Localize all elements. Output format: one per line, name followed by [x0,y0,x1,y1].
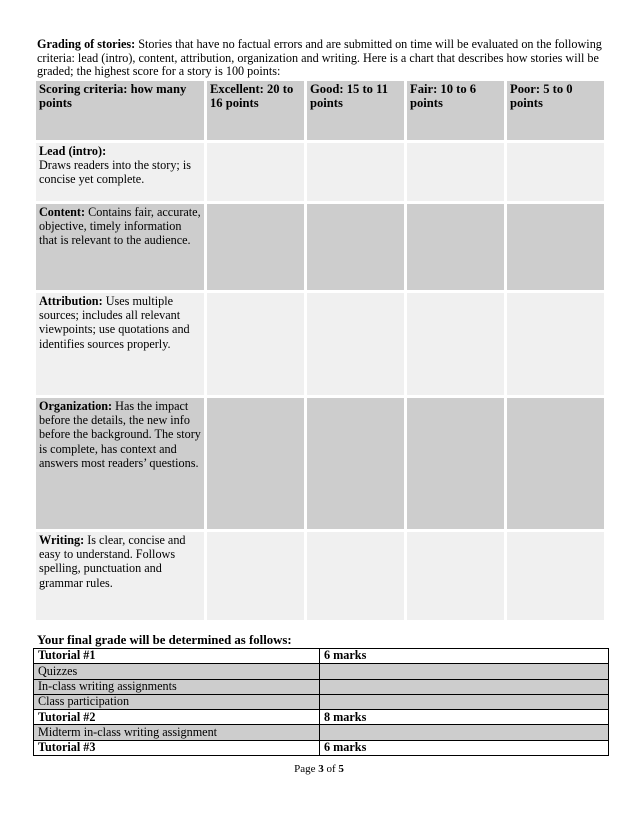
rubric-header-criteria: Scoring criteria: how many points [36,81,204,140]
rubric-cell [407,398,504,529]
rubric-row-lead [36,143,604,201]
page-total: 5 [338,763,344,775]
criterion-desc: Is clear, concise and easy to understand. Follows spelling, punctuation and grammar rules. [39,533,186,590]
grade-item: Class participation [34,694,320,709]
rubric-header-excellent: Excellent: 20 to 16 points [207,81,304,140]
grade-item: Quizzes [34,664,320,679]
grade-item: In-class writing assignments [34,679,320,694]
criterion-desc: Draws readers into the story; is concise yet complete. [39,158,191,187]
rubric-header-fair: Fair: 10 to 6 points [407,81,504,140]
criterion-desc: Contains fair, accurate, objective, timely information that is relevant to the audience. [39,205,201,248]
rubric-cell [507,143,604,201]
criterion-label: Writing: [39,533,85,547]
rubric-criterion-attribution [36,293,204,395]
rubric-cell [307,398,404,529]
criterion-desc: Uses multiple sources; includes all relevant viewpoints; use quotations and identifies sources properly. [39,294,190,351]
grade-row-quizzes [34,664,609,679]
grade-row-tutorial-2 [34,710,609,725]
grade-row-midterm [34,725,609,740]
rubric-row-attribution [36,293,604,395]
grade-marks [320,664,609,679]
grade-row-tutorial-1 [34,649,609,664]
rubric-cell [307,532,404,620]
rubric-criterion-lead [36,143,204,201]
rubric-cell [307,204,404,290]
page-prefix: Page [294,763,319,775]
scoring-rubric-table [33,78,607,623]
rubric-row-writing [36,532,604,620]
grading-intro-text: Stories that have no factual errors and are submitted on time will be evaluated on the following criteria: lead (intro), content, attribution, organization and writing. Here is a chart that describes how stories will be graded; the highest score for a story is 100 points: [37,37,602,79]
grade-item: Tutorial #3 [34,740,320,755]
rubric-header-row [36,81,604,140]
final-grade-title: Your final grade will be determined as follows: [37,633,292,647]
page-number: 3 [318,763,324,775]
rubric-header-good: Good: 15 to 11 points [307,81,404,140]
grade-item: Tutorial #2 [34,710,320,725]
final-grade-table [33,648,609,756]
criterion-label: Content: [39,205,86,219]
grade-marks: 8 marks [320,710,609,725]
grade-marks: 6 marks [320,740,609,755]
grading-heading: Grading of stories: [37,37,136,51]
page-of: of [323,763,339,775]
grade-row-class-participation [34,694,609,709]
rubric-cell [307,143,404,201]
grade-item: Tutorial #1 [34,649,320,664]
rubric-cell [407,204,504,290]
rubric-criterion-content [36,204,204,290]
rubric-criterion-writing [36,532,204,620]
rubric-cell [407,293,504,395]
rubric-row-organization [36,398,604,529]
grade-marks [320,694,609,709]
rubric-row-content [36,204,604,290]
rubric-criterion-organization [36,398,204,529]
rubric-cell [407,532,504,620]
rubric-cell [507,293,604,395]
rubric-cell [207,398,304,529]
grading-intro [37,38,607,79]
page-footer [0,763,638,776]
grade-item: Midterm in-class writing assignment [34,725,320,740]
rubric-cell [507,398,604,529]
criterion-desc: Has the impact before the details, the new info before the background. The story is complete, has context and answers most readers’ questions. [39,399,201,470]
grade-row-tutorial-3 [34,740,609,755]
grade-marks: 6 marks [320,649,609,664]
rubric-header-poor: Poor: 5 to 0 points [507,81,604,140]
rubric-cell [207,293,304,395]
grade-marks [320,679,609,694]
rubric-cell [507,204,604,290]
rubric-cell [207,532,304,620]
rubric-cell [307,293,404,395]
grade-row-in-class-writing [34,679,609,694]
rubric-cell [207,143,304,201]
criterion-label: Lead (intro): [39,144,107,158]
grade-marks [320,725,609,740]
criterion-label: Attribution: [39,294,103,308]
criterion-label: Organization: [39,399,113,413]
rubric-cell [207,204,304,290]
rubric-cell [507,532,604,620]
rubric-cell [407,143,504,201]
